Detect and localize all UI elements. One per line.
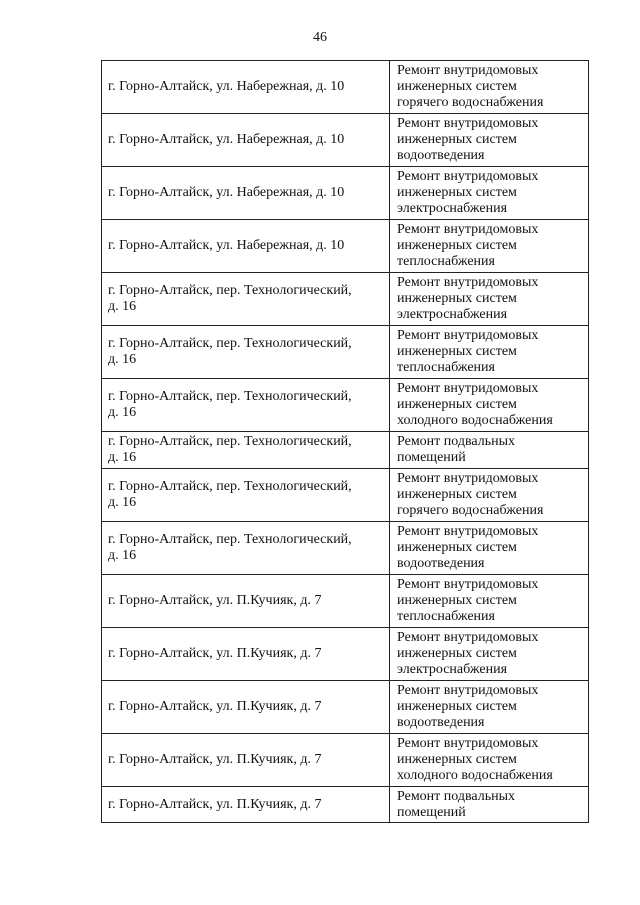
- table-row: [102, 734, 589, 787]
- address-line: г. Горно-Алтайск, ул. Набережная, д. 10: [108, 185, 345, 200]
- work-line: Ремонт внутридомовых: [397, 577, 539, 592]
- address-cell: [102, 575, 390, 628]
- address-cell: [102, 469, 390, 522]
- address-line: г. Горно-Алтайск, ул. П.Кучияк, д. 7: [108, 796, 322, 812]
- address-line: г. Горно-Алтайск, пер. Технологический,: [108, 389, 352, 404]
- table-row: [102, 379, 589, 432]
- work-type-cell: [390, 575, 589, 628]
- work-line: помещений: [397, 450, 466, 465]
- work-line: инженерных систем: [397, 79, 517, 94]
- work-line: инженерных систем: [397, 699, 517, 714]
- address-line: г. Горно-Алтайск, ул. П.Кучияк, д. 7: [108, 752, 322, 767]
- table-row: [102, 681, 589, 734]
- work-line: инженерных систем: [397, 132, 517, 147]
- table-row: [102, 167, 589, 220]
- work-type-cell: [390, 469, 589, 522]
- work-line: холодного водоснабжения: [397, 768, 553, 783]
- address-cell: [102, 273, 390, 326]
- work-line: теплоснабжения: [397, 360, 495, 375]
- work-type-cell: [390, 734, 589, 787]
- work-line: теплоснабжения: [397, 254, 495, 269]
- address-cell: [102, 379, 390, 432]
- table-row: [102, 432, 589, 469]
- work-line: электроснабжения: [397, 201, 508, 216]
- work-line: инженерных систем: [397, 487, 517, 502]
- work-line: водоотведения: [397, 556, 485, 571]
- work-line: инженерных систем: [397, 238, 517, 253]
- work-line: инженерных систем: [397, 344, 517, 359]
- address-line: г. Горно-Алтайск, ул. Набережная, д. 10: [108, 238, 345, 253]
- address-line: г. Горно-Алтайск, пер. Технологический,: [108, 434, 352, 449]
- table-row: [102, 61, 589, 114]
- address-cell: [102, 628, 390, 681]
- work-type-cell: [390, 167, 589, 220]
- work-line: водоотведения: [397, 148, 485, 163]
- work-line: Ремонт внутридомовых: [397, 683, 539, 698]
- address-cell: [102, 432, 390, 469]
- work-line: Ремонт подвальных: [397, 788, 516, 804]
- work-line: Ремонт внутридомовых: [397, 381, 539, 396]
- address-cell: [102, 734, 390, 787]
- address-line: д. 16: [108, 299, 137, 314]
- work-line: Ремонт внутридомовых: [397, 222, 539, 237]
- work-line: электроснабжения: [397, 307, 508, 322]
- work-type-cell: [390, 432, 589, 469]
- address-cell: [102, 787, 390, 823]
- table-row: [102, 628, 589, 681]
- work-type-cell: [390, 220, 589, 273]
- work-type-cell: [390, 326, 589, 379]
- address-cell: [102, 61, 390, 114]
- work-line: Ремонт внутридомовых: [397, 169, 539, 184]
- table-row: [102, 273, 589, 326]
- work-line: теплоснабжения: [397, 609, 495, 624]
- work-type-cell: [390, 628, 589, 681]
- table-row: [102, 326, 589, 379]
- work-line: Ремонт внутридомовых: [397, 471, 539, 486]
- address-cell: [102, 681, 390, 734]
- address-line: д. 16: [108, 352, 137, 367]
- work-line: инженерных систем: [397, 291, 517, 306]
- work-line: инженерных систем: [397, 185, 517, 200]
- page-number: 46: [313, 30, 327, 45]
- work-type-cell: [390, 273, 589, 326]
- table-row: [102, 787, 589, 823]
- address-line: д. 16: [108, 450, 137, 465]
- address-line: д. 16: [108, 548, 137, 563]
- work-type-cell: [390, 379, 589, 432]
- address-line: г. Горно-Алтайск, ул. Набережная, д. 10: [108, 132, 345, 147]
- address-line: г. Горно-Алтайск, ул. П.Кучияк, д. 7: [108, 699, 322, 714]
- address-cell: [102, 326, 390, 379]
- address-line: г. Горно-Алтайск, пер. Технологический,: [108, 283, 352, 298]
- work-line: инженерных систем: [397, 397, 517, 412]
- work-line: инженерных систем: [397, 593, 517, 608]
- work-type-cell: [390, 681, 589, 734]
- work-line: инженерных систем: [397, 646, 517, 661]
- repair-schedule-table: [101, 60, 589, 823]
- work-line: электроснабжения: [397, 662, 508, 677]
- work-line: Ремонт внутридомовых: [397, 524, 539, 539]
- work-line: Ремонт внутридомовых: [397, 63, 539, 78]
- work-line: холодного водоснабжения: [397, 413, 553, 428]
- table-row: [102, 220, 589, 273]
- work-line: Ремонт подвальных: [397, 434, 516, 449]
- address-line: г. Горно-Алтайск, пер. Технологический,: [108, 532, 352, 547]
- address-cell: [102, 522, 390, 575]
- table-row: [102, 575, 589, 628]
- address-line: г. Горно-Алтайск, ул. П.Кучияк, д. 7: [108, 593, 322, 608]
- address-cell: [102, 114, 390, 167]
- table-row: [102, 469, 589, 522]
- work-type-cell: [390, 522, 589, 575]
- address-cell: [102, 220, 390, 273]
- work-line: горячего водоснабжения: [397, 95, 544, 110]
- address-line: г. Горно-Алтайск, пер. Технологический,: [108, 336, 352, 351]
- work-line: Ремонт внутридомовых: [397, 275, 539, 290]
- work-line: Ремонт внутридомовых: [397, 736, 539, 751]
- address-line: г. Горно-Алтайск, пер. Технологический,: [108, 479, 352, 494]
- address-line: г. Горно-Алтайск, ул. Набережная, д. 10: [108, 79, 345, 94]
- table-row: [102, 522, 589, 575]
- work-line: инженерных систем: [397, 752, 517, 767]
- work-line: горячего водоснабжения: [397, 503, 544, 518]
- address-line: г. Горно-Алтайск, ул. П.Кучияк, д. 7: [108, 646, 322, 661]
- work-line: водоотведения: [397, 715, 485, 730]
- work-type-cell: [390, 114, 589, 167]
- work-line: Ремонт внутридомовых: [397, 630, 539, 645]
- address-line: д. 16: [108, 405, 137, 420]
- work-line: Ремонт внутридомовых: [397, 116, 539, 131]
- address-line: д. 16: [108, 495, 137, 510]
- table-row: [102, 114, 589, 167]
- work-line: Ремонт внутридомовых: [397, 328, 539, 343]
- address-cell: [102, 167, 390, 220]
- work-type-cell: [390, 61, 589, 114]
- work-type-cell: [390, 787, 589, 823]
- work-line: инженерных систем: [397, 540, 517, 555]
- work-line: помещений: [397, 804, 466, 820]
